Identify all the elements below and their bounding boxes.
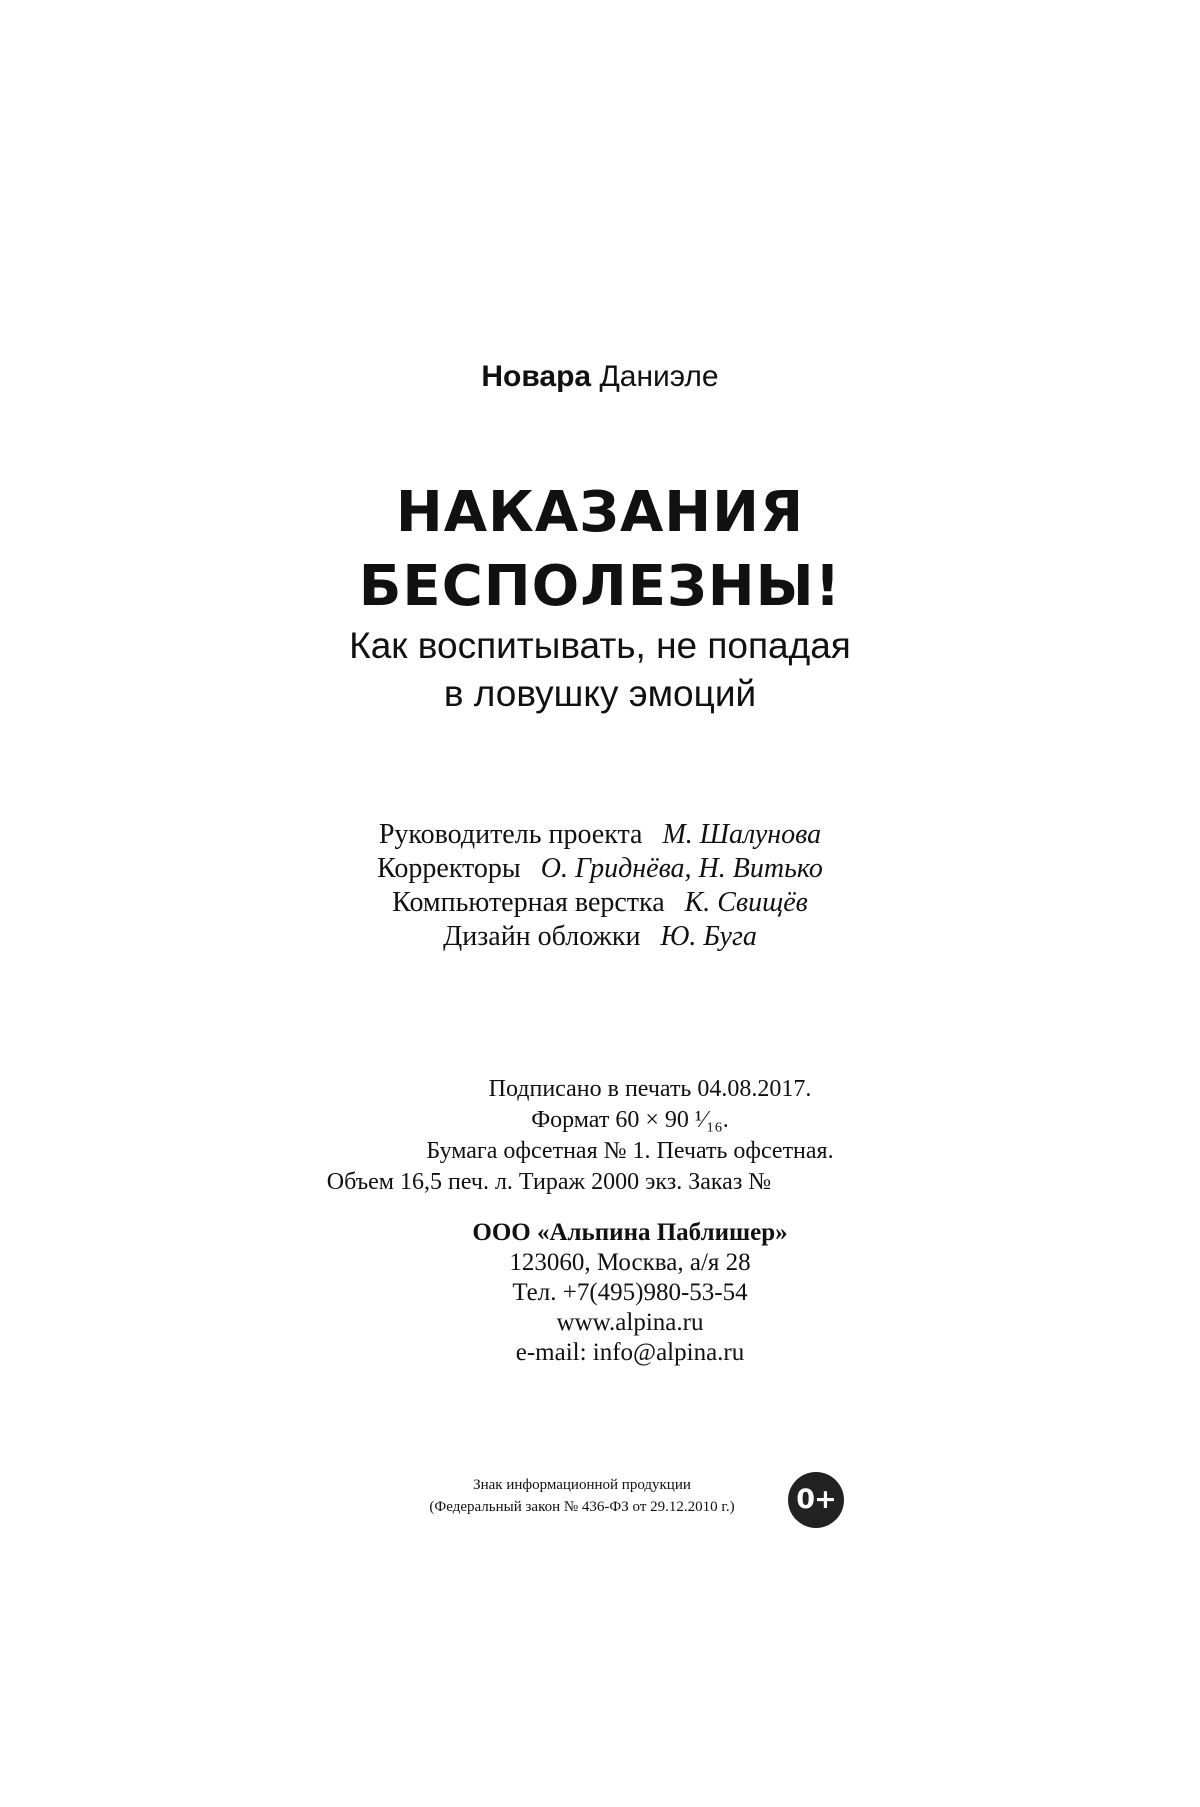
credit-name: Ю. Буга: [660, 921, 757, 952]
book-subtitle: [0, 622, 1200, 718]
publisher-block: [0, 1218, 1200, 1368]
info-sign-line-2: (Федеральный закон № 436-ФЗ от 29.12.2010 г.): [429, 1499, 735, 1515]
author-surname: Новара: [481, 360, 592, 393]
publisher-name: ООО «Альпина Паблишер»: [472, 1219, 788, 1246]
info-product-sign: [378, 1468, 848, 1532]
print-paper: Бумага офсетная № 1. Печать офсетная.: [426, 1138, 834, 1164]
credit-name: М. Шалунова: [662, 819, 822, 850]
credit-role: Компьютерная верстка: [392, 887, 665, 918]
publisher-email: e-mail: info@alpina.ru: [515, 1339, 745, 1366]
credit-row: [0, 886, 1200, 920]
book-title: [0, 476, 1200, 624]
author-line: [0, 360, 1200, 394]
credits-list: [0, 818, 1200, 954]
title-line-2: БЕСПОЛЕЗНЫ!: [358, 554, 842, 619]
credit-name: К. Свищёв: [684, 887, 808, 918]
print-format: Формат 60 × 90 ¹⁄₁₆.: [531, 1107, 729, 1133]
title-line-1: НАКАЗАНИЯ: [395, 480, 805, 545]
credit-role: Дизайн обложки: [443, 921, 641, 952]
age-rating-badge-icon: 0+: [788, 1472, 844, 1528]
credit-row: [0, 818, 1200, 852]
publisher-address: 123060, Москва, а/я 28: [509, 1249, 751, 1276]
credit-role: Руководитель проекта: [378, 819, 643, 850]
credit-row: [0, 852, 1200, 886]
author-given-name: Даниэле: [599, 360, 719, 393]
subtitle-line-2: в ловушку эмоций: [443, 673, 757, 714]
print-volume: Объем 16,5 печ. л. Тираж 2000 экз. Заказ №: [326, 1169, 772, 1195]
credit-name: О. Гриднёва, Н. Витько: [540, 853, 823, 884]
publisher-phone: Тел. +7(495)980-53-54: [512, 1279, 748, 1306]
print-signed-date: Подписано в печать 04.08.2017.: [488, 1076, 812, 1102]
credit-role: Корректоры: [377, 853, 521, 884]
subtitle-line-1: Как воспитывать, не попадая: [349, 625, 851, 666]
info-sign-line-1: Знак информационной продукции: [473, 1477, 691, 1493]
publisher-website: www.alpina.ru: [556, 1309, 704, 1336]
print-details: [0, 1074, 1200, 1198]
credit-row: [0, 920, 1200, 954]
info-sign-text: [378, 1474, 786, 1518]
